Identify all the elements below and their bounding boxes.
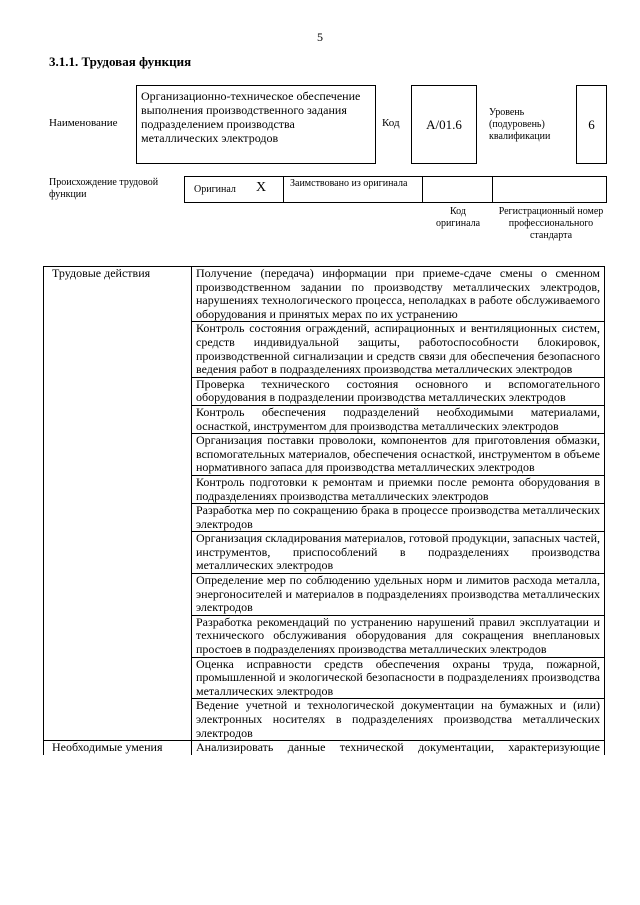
action-item: Определение мер по соблюдению удельных норм и лимитов расхода металла, энергоносителей и материалов в подразделениях производства металлических электродов bbox=[192, 574, 605, 616]
action-item: Контроль состояния ограждений, аспирационных и вентиляционных систем, средств индивидуальной защиты, работоспособности блокировок, производственной сигнализации и средств связи для обеспечения безопасного ведения работ в подразделениях производства металлических электродов bbox=[192, 322, 605, 377]
original-label: Оригинал bbox=[194, 184, 236, 195]
skill-item: Анализировать данные технической документации, характеризующие bbox=[192, 741, 605, 755]
action-item: Организация складирования материалов, готовой продукции, запасных частей, инструментов, приспособлений в подразделениях производства металлических электродов bbox=[192, 532, 605, 574]
level-box bbox=[576, 85, 607, 164]
actions-label: Трудовые действия bbox=[44, 267, 192, 741]
page-number: 5 bbox=[317, 30, 323, 44]
skills-row bbox=[44, 741, 605, 755]
origin-label: Происхождение трудовой функции bbox=[49, 177, 159, 200]
action-item: Контроль подготовки к ремонтам и приемки после ремонта оборудования в подразделениях производства металлических электродов bbox=[192, 475, 605, 503]
action-item: Проверка технического состояния основного и вспомогательного оборудования в подразделении производства металлических электродов bbox=[192, 377, 605, 405]
reg-number-caption: Регистрационный номер профессионального стандарта bbox=[498, 206, 604, 241]
function-name-box bbox=[136, 85, 376, 164]
origin-divider-3 bbox=[492, 176, 493, 203]
action-item: Получение (передача) информации при приеме-сдаче смены о сменном производственном задании по производству металлических электродов, нарушениях технологического процесса, неполадках в работе обслуживаемого оборудования и принятых мерах по их устранению bbox=[192, 267, 605, 322]
action-item: Разработка мер по сокращению брака в процессе производства металлических электродов bbox=[192, 504, 605, 532]
section-heading: 3.1.1. Трудовая функция bbox=[49, 54, 192, 69]
level-label: Уровень (подуровень) квалификации bbox=[489, 107, 551, 142]
code-value: А/01.6 bbox=[426, 116, 462, 132]
origin-divider-2 bbox=[422, 176, 423, 203]
origin-divider-1 bbox=[283, 176, 284, 203]
labor-table bbox=[43, 266, 605, 755]
borrowed-label: Заимствовано из оригинала bbox=[290, 178, 408, 189]
action-item: Организация поставки проволоки, компонентов для приготовления обмазки, вспомогательных материалов, обеспечения оснасткой, инструментом в объеме нормативного запаса для производства металлических электродов bbox=[192, 434, 605, 476]
action-item: Контроль обеспечения подразделений необходимыми материалами, оснасткой, инструментом для производства металлических электродов bbox=[192, 405, 605, 433]
code-label: Код bbox=[382, 117, 400, 129]
skills-label: Необходимые умения bbox=[44, 741, 192, 755]
name-label: Наименование bbox=[49, 117, 118, 129]
level-value: 6 bbox=[588, 116, 595, 132]
action-item: Ведение учетной и технологической документации на бумажных и (или) электронных носителях в подразделениях производства металлических электродов bbox=[192, 699, 605, 741]
action-row bbox=[44, 267, 605, 322]
code-box bbox=[411, 85, 477, 164]
function-name-value: Организационно-техническое обеспечение выполнения производственного задания подразделением производства металлических электродов bbox=[141, 89, 361, 145]
action-item: Оценка исправности средств обеспечения охраны труда, пожарной, промышленной и экологической безопасности в подразделениях производства металлических электродов bbox=[192, 657, 605, 699]
labor-table-body bbox=[44, 267, 605, 755]
original-mark: X bbox=[256, 180, 267, 195]
code-original-caption: Код оригинала bbox=[435, 206, 481, 229]
action-item: Разработка рекомендаций по устранению нарушений правил эксплуатации и технического обслуживания оборудования для сокращения внеплановых простоев в подразделениях производства металлических электродов bbox=[192, 615, 605, 657]
